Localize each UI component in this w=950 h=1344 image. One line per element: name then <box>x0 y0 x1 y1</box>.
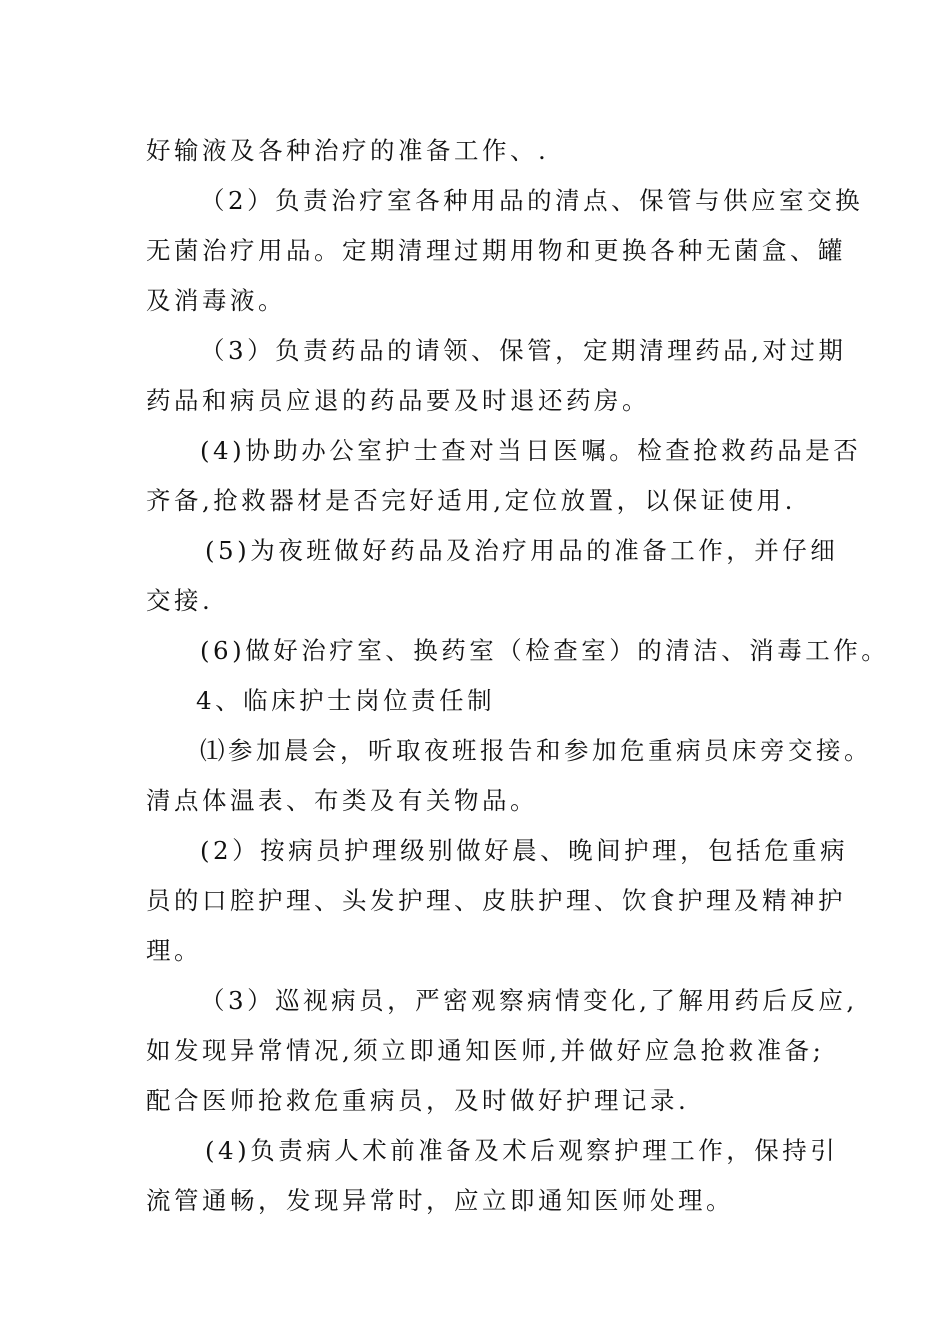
text-line-19: 如发现异常情况,须立即通知医师,并做好应急抢救准备; <box>146 1036 825 1065</box>
text-line-16: 员的口腔护理、头发护理、皮肤护理、饮食护理及精神护 <box>146 886 846 915</box>
text-line-22: 流管通畅，发现异常时，应立即通知医师处理。 <box>146 1186 734 1215</box>
text-line-8: 齐备,抢救器材是否完好适用,定位放置，以保证使用. <box>146 486 796 515</box>
text-line-14: 清点体温表、布类及有关物品。 <box>146 786 538 815</box>
text-line-13: ⑴参加晨会，听取夜班报告和参加危重病员床旁交接。 <box>200 736 872 765</box>
text-line-18: （3）巡视病员，严密观察病情变化,了解用药后反应, <box>200 986 858 1015</box>
text-line-21: (4)负责病人术前准备及术后观察护理工作，保持引 <box>205 1136 839 1165</box>
text-line-15: (2）按病员护理级别做好晨、晚间护理，包括危重病 <box>200 836 849 865</box>
text-line-3: 无菌治疗用品。定期清理过期用物和更换各种无菌盒、罐 <box>146 236 846 265</box>
text-line-10: 交接. <box>146 586 214 615</box>
text-line-2: （2）负责治疗室各种用品的清点、保管与供应室交换 <box>200 186 864 215</box>
text-line-20: 配合医师抢救危重病员，及时做好护理记录. <box>146 1086 690 1115</box>
text-line-4: 及消毒液。 <box>146 286 286 315</box>
text-line-6: 药品和病员应退的药品要及时退还药房。 <box>146 386 650 415</box>
text-line-11: (6)做好治疗室、换药室（检查室）的清洁、消毒工作。 <box>200 636 890 665</box>
text-line-9: (5)为夜班做好药品及治疗用品的准备工作，并仔细 <box>205 536 839 565</box>
text-line-1: 好输液及各种治疗的准备工作、. <box>146 136 550 165</box>
text-line-5: （3）负责药品的请领、保管，定期清理药品,对过期 <box>200 336 847 365</box>
text-line-7: (4)协助办公室护士查对当日医嘱。检查抢救药品是否 <box>200 436 862 465</box>
text-line-17: 理。 <box>146 936 202 965</box>
section-heading: 4、临床护士岗位责任制 <box>196 686 496 715</box>
